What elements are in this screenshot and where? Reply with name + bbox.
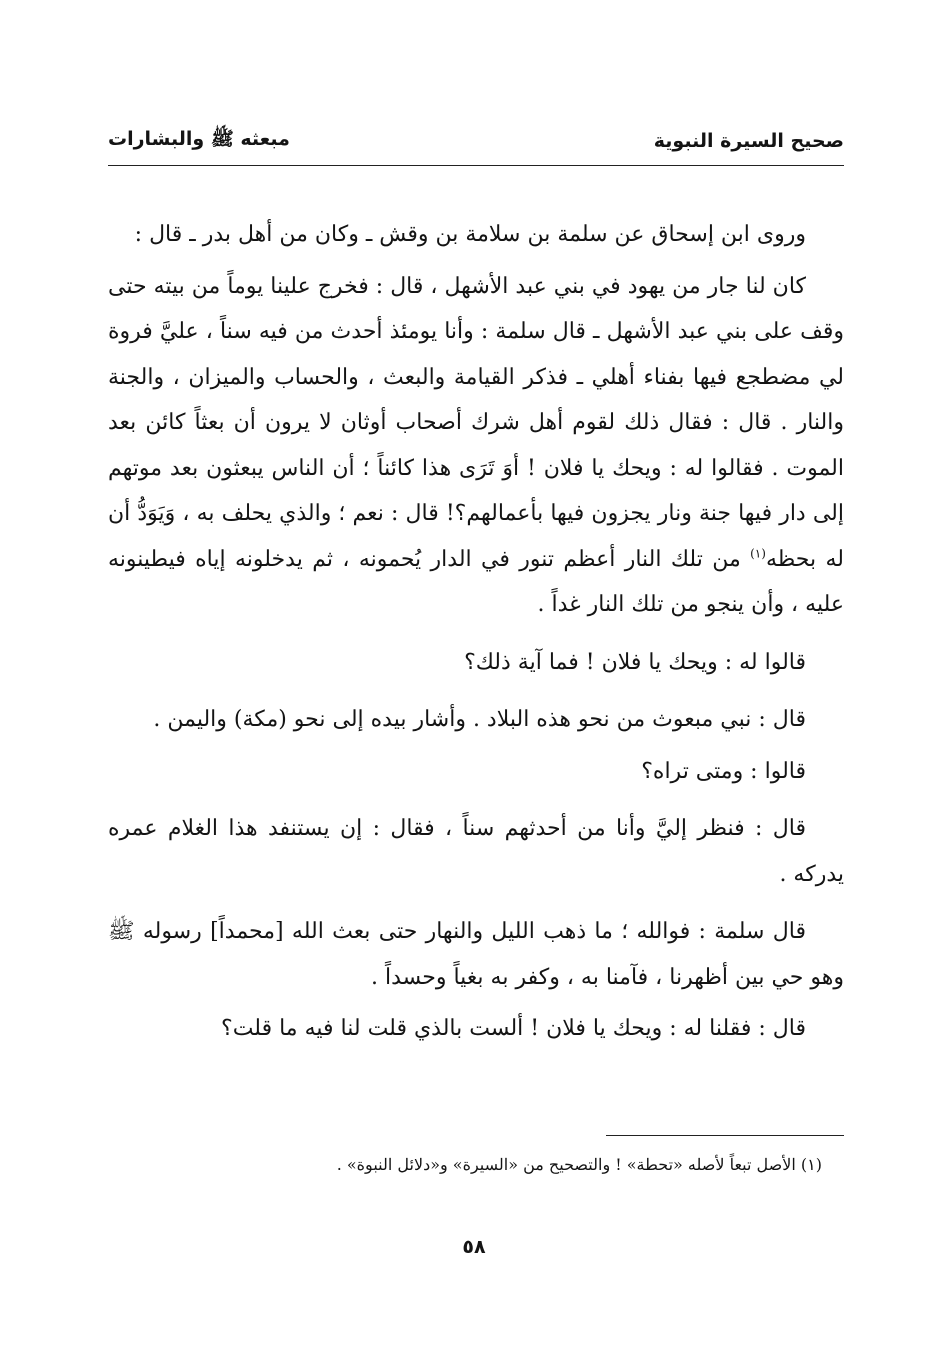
paragraph-2 — [108, 264, 844, 628]
main-text — [108, 212, 844, 1064]
header-divider — [108, 165, 844, 166]
running-header — [108, 124, 844, 158]
paragraph-7: قال سلمة : فوالله ؛ ما ذهب الليل والنهار حتى بعث الله [محمداً] رسوله ﷺ وهو حي بين أظهرنا ، فآمنا به ، وكفر به بغياً وحسداً . — [108, 919, 844, 990]
paragraph-8: قال : فقلنا له : ويحك يا فلان ! ألست بالذي قلت لنا فيه ما قلت؟ — [221, 1016, 806, 1041]
paragraph-2-part-a: كان لنا جار من يهود في بني عبد الأشهل ، قال : فخرج علينا يوماً من بيته حتى وقف على بني عبد الأشهل ـ قال سلمة : وأنا يومئذ أحدث من فيه سناً ، عليَّ فروة لي مضطجع فيها بفناء أهلي ـ فذكر القيامة والبعث ، والحساب والميزان ، والجنة والنار . قال : فقال ذلك لقوم أهل شرك أصحاب أوثان لا يرون أن بعثاً كائن بعد الموت . فقالوا له : ويحك يا فلان ! أوَ تَرَى هذا كائناً ؛ أن الناس يبعثون بعد موتهم إلى دار فيها جنة ونار يجزون فيها بأعمالهم؟! قال : نعم ؛ والذي يحلف به ، وَيَوَدُّ أن له بحظه — [108, 273, 844, 572]
paragraph-1: وروى ابن إسحاق عن سلمة بن سلامة بن وقش ـ وكان من أهل بدر ـ قال : — [134, 222, 806, 247]
paragraph-2-part-b: من تلك النار أعظم تنور في الدار يُحمونه ، ثم يدخلونه إياه فيطينونه عليه ، وأن ينجو من تلك النار غداً . — [108, 546, 844, 617]
footnote-reference[interactable]: (١) — [750, 546, 766, 561]
paragraph-5: قالوا : ومتى تراه؟ — [641, 758, 806, 784]
paragraph-4: قال : نبي مبعوث من نحو هذه البلاد . وأشار بيده إلى نحو (مكة) واليمن . — [153, 707, 806, 732]
paragraph-3: قالوا له : ويحك يا فلان ! فما آية ذلك؟ — [464, 649, 806, 675]
paragraph-6: قال : فنظر إليَّ وأنا من أحدثهم سناً ، فقال : إن يستنفد هذا الغلام عمره يدركه . — [108, 816, 844, 887]
footnote: (١) الأصل تبعاً لأصله «تحطة» ! والتصحيح من «السيرة» و«دلائل النبوة» . — [336, 1155, 822, 1174]
page-number: ٥٨ — [462, 1236, 486, 1258]
footnote-divider — [606, 1135, 844, 1136]
chapter-title: مبعثه ﷺ والبشارات — [108, 128, 290, 150]
book-title: صحيح السيرة النبوية — [653, 130, 844, 152]
